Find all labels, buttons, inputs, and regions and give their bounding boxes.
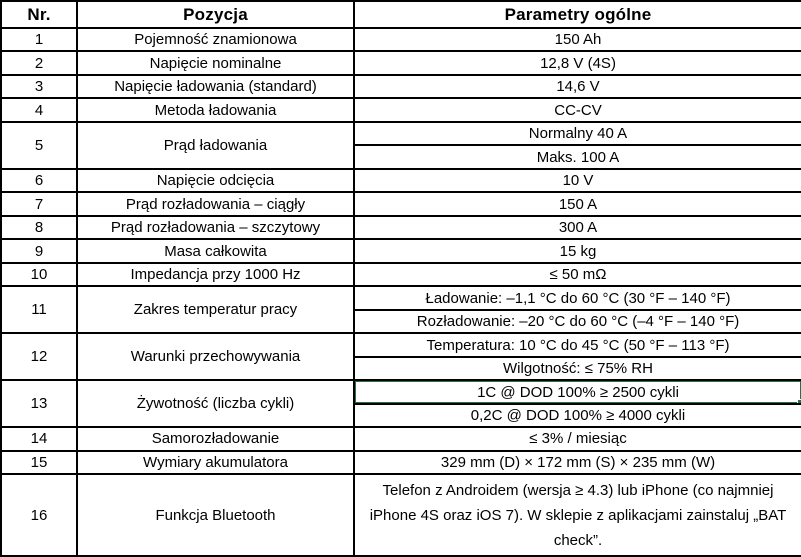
table-header: [1, 1, 801, 28]
row-number-cell[interactable]: 12: [1, 333, 77, 380]
value-cell[interactable]: [354, 51, 801, 74]
value-text: ≤ 50 mΩ: [549, 266, 607, 284]
item-label-cell[interactable]: Pojemność znamionowa: [77, 28, 354, 51]
table-row: [1, 474, 801, 556]
value-cell[interactable]: [354, 380, 801, 403]
row-number-cell[interactable]: 1: [1, 28, 77, 51]
table-body: [1, 28, 801, 556]
item-label-cell[interactable]: Masa całkowita: [77, 239, 354, 262]
value-cell[interactable]: [354, 28, 801, 51]
column-header-nr[interactable]: Nr.: [1, 1, 77, 28]
value-cell[interactable]: [354, 427, 801, 450]
value-cell[interactable]: [354, 474, 801, 556]
row-number-cell[interactable]: 8: [1, 216, 77, 239]
table-row: [1, 333, 801, 356]
value-text: Rozładowanie: –20 °C do 60 °C (–4 °F – 140 °F): [416, 313, 740, 331]
value-cell[interactable]: [354, 263, 801, 286]
value-text: Wilgotność: ≤ 75% RH: [503, 360, 653, 378]
table-row: [1, 216, 801, 239]
row-number-cell[interactable]: 4: [1, 98, 77, 121]
row-number-cell[interactable]: 9: [1, 239, 77, 262]
row-number-cell[interactable]: 3: [1, 75, 77, 98]
value-cell[interactable]: [354, 310, 801, 333]
value-text: ≤ 3% / miesiąc: [529, 430, 627, 448]
item-label-cell[interactable]: Prąd rozładowania – ciągły: [77, 192, 354, 215]
value-text: 12,8 V (4S): [540, 54, 616, 72]
value-text: 300 A: [558, 219, 598, 237]
item-label-cell[interactable]: Napięcie ładowania (standard): [77, 75, 354, 98]
value-text: 14,6 V: [556, 78, 600, 96]
row-number-cell[interactable]: 7: [1, 192, 77, 215]
value-cell[interactable]: [354, 286, 801, 309]
row-number-cell[interactable]: 13: [1, 380, 77, 427]
column-header-pozycja[interactable]: Pozycja: [77, 1, 354, 28]
selection-fill-handle[interactable]: [797, 399, 801, 404]
value-cell[interactable]: [354, 75, 801, 98]
item-label-cell[interactable]: Funkcja Bluetooth: [77, 474, 354, 556]
value-cell[interactable]: [354, 333, 801, 356]
value-cell[interactable]: [354, 192, 801, 215]
item-label-cell[interactable]: Samorozładowanie: [77, 427, 354, 450]
table-row: [1, 263, 801, 286]
value-cell[interactable]: [354, 239, 801, 262]
table-row: [1, 98, 801, 121]
table-row: [1, 122, 801, 145]
row-number-cell[interactable]: 14: [1, 427, 77, 450]
table-row: [1, 51, 801, 74]
value-cell[interactable]: [354, 216, 801, 239]
table-row: [1, 239, 801, 262]
item-label-cell[interactable]: Zakres temperatur pracy: [77, 286, 354, 333]
value-cell[interactable]: [354, 122, 801, 145]
value-text: Maks. 100 A: [536, 148, 620, 166]
item-label-cell[interactable]: Napięcie odcięcia: [77, 169, 354, 192]
table-row: [1, 427, 801, 450]
value-text: Normalny 40 A: [528, 125, 628, 143]
value-text: 329 mm (D) × 172 mm (S) × 235 mm (W): [440, 453, 716, 471]
value-text: 10 V: [562, 172, 594, 190]
value-cell[interactable]: [354, 451, 801, 474]
row-number-cell[interactable]: 16: [1, 474, 77, 556]
value-text: 150 Ah: [554, 31, 602, 49]
value-cell[interactable]: [354, 98, 801, 121]
table-row: [1, 169, 801, 192]
value-cell[interactable]: [354, 357, 801, 380]
row-number-cell[interactable]: 10: [1, 263, 77, 286]
table-row: [1, 192, 801, 215]
row-number-cell[interactable]: 5: [1, 122, 77, 169]
column-header-parametry[interactable]: Parametry ogólne: [354, 1, 801, 28]
item-label-cell[interactable]: Żywotność (liczba cykli): [77, 380, 354, 427]
value-text: 1C @ DOD 100% ≥ 2500 cykli: [477, 383, 679, 401]
row-number-cell[interactable]: 6: [1, 169, 77, 192]
value-cell[interactable]: [354, 169, 801, 192]
item-label-cell[interactable]: Metoda ładowania: [77, 98, 354, 121]
item-label-cell[interactable]: Prąd rozładowania – szczytowy: [77, 216, 354, 239]
item-label-cell[interactable]: Impedancja przy 1000 Hz: [77, 263, 354, 286]
header-row: [1, 1, 801, 28]
item-label-cell[interactable]: Prąd ładowania: [77, 122, 354, 169]
table-row: [1, 75, 801, 98]
item-label-cell[interactable]: Wymiary akumulatora: [77, 451, 354, 474]
row-number-cell[interactable]: 11: [1, 286, 77, 333]
value-text: 150 A: [558, 195, 598, 213]
item-label-cell[interactable]: Warunki przechowywania: [77, 333, 354, 380]
table-row: [1, 451, 801, 474]
value-text: Temperatura: 10 °C do 45 °C (50 °F – 113 °F): [426, 336, 730, 354]
value-cell[interactable]: [354, 145, 801, 168]
table-row: [1, 380, 801, 403]
value-text: CC-CV: [554, 101, 602, 119]
value-text: 15 kg: [559, 242, 597, 260]
value-text: Telefon z Androidem (wersja ≥ 4.3) lub iPhone (co najmniej iPhone 4S oraz iOS 7). W sklepie z aplikacjami zainstaluj „BAT check”.: [369, 481, 787, 549]
table-row: [1, 286, 801, 309]
value-cell[interactable]: [354, 404, 801, 427]
table-row: [1, 28, 801, 51]
value-text: 0,2C @ DOD 100% ≥ 4000 cykli: [470, 406, 686, 424]
row-number-cell[interactable]: 15: [1, 451, 77, 474]
row-number-cell[interactable]: 2: [1, 51, 77, 74]
value-text: Ładowanie: –1,1 °C do 60 °C (30 °F – 140 °F): [425, 289, 731, 307]
item-label-cell[interactable]: Napięcie nominalne: [77, 51, 354, 74]
